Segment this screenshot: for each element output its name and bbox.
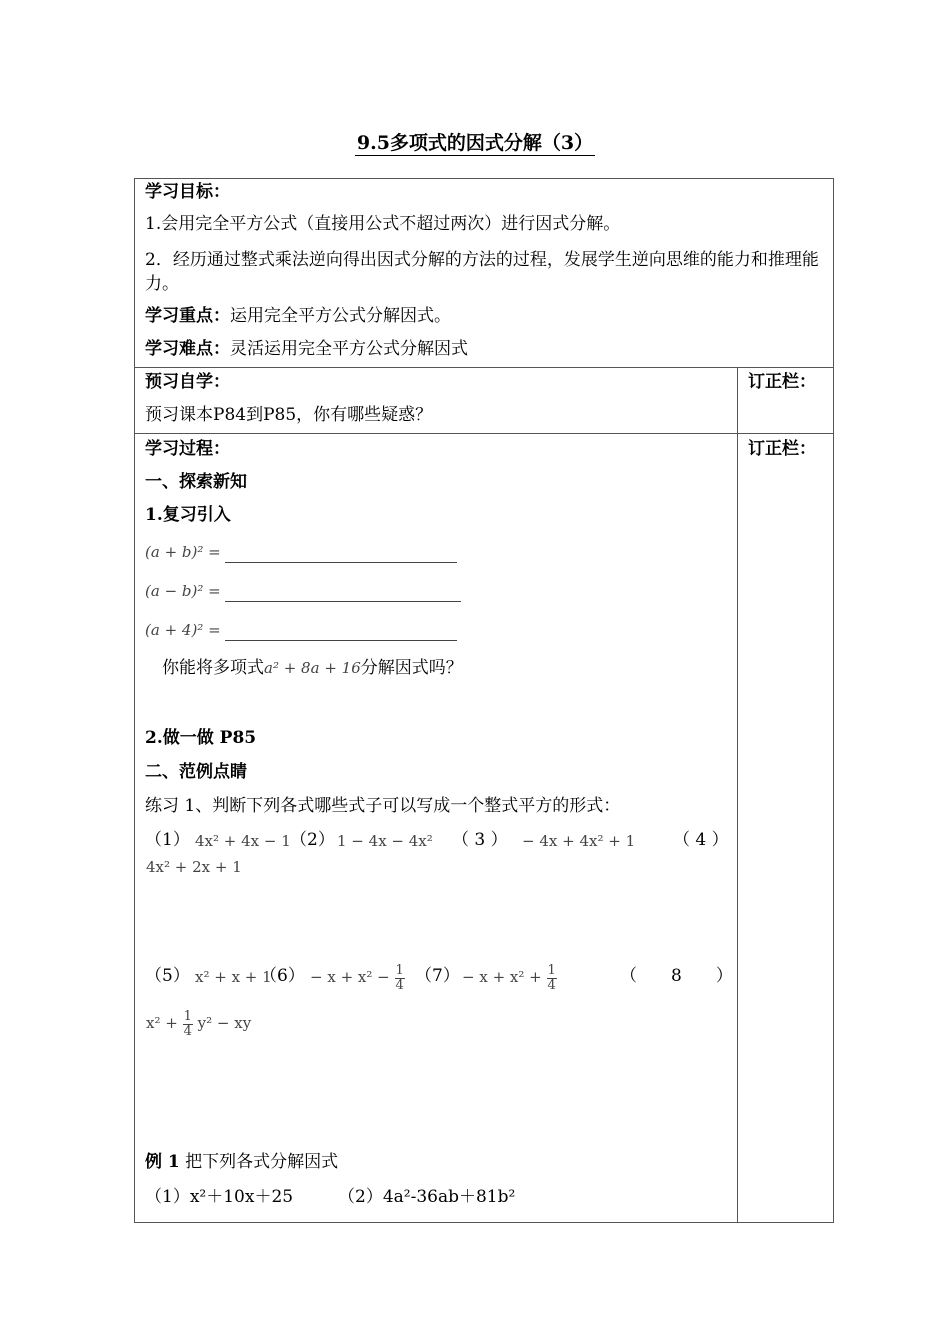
subsection-review: 1.复习引入 (145, 505, 231, 525)
key-point-text: 运用完全平方公式分解因式。 (230, 306, 451, 326)
answer-blank-3[interactable] (225, 626, 457, 641)
fraction-denominator: 4 (183, 1023, 192, 1039)
objectives-heading: 学习目标： (145, 182, 230, 202)
exercise-4-label: （ 4 ） (673, 830, 729, 850)
example-1-item-1 (145, 1186, 293, 1208)
fraction-numerator: 1 (395, 962, 404, 978)
process-correction-label: 订正栏： (748, 439, 816, 459)
preview-text: 预习课本P84到P85，你有哪些疑惑？ (145, 405, 433, 425)
exercise-5-expr: x² + x + 1 (195, 968, 272, 986)
question-post: 分解因式吗？ (360, 658, 463, 678)
example-1 (145, 1151, 338, 1173)
example-1-text: 把下列各式分解因式 (185, 1152, 339, 1172)
exercise-7-label: （7） (415, 966, 460, 986)
process-heading: 学习过程： (145, 439, 230, 459)
exercise-1-expr: 4x² + 4x − 1 (195, 832, 291, 850)
exercise-1-label: （1） (145, 830, 190, 850)
exercise-4-expr: 4x² + 2x + 1 (146, 858, 242, 876)
fraction-one-quarter (395, 964, 405, 993)
exercise-7-expr (462, 963, 557, 993)
preview-correction-label: 订正栏： (748, 372, 816, 392)
exercise-3-expr: − 4x + 4x² + 1 (522, 832, 636, 850)
example-item-1-label: （1） (145, 1187, 190, 1207)
fraction-numerator: 1 (183, 1008, 192, 1024)
section-explore: 一、探索新知 (145, 472, 247, 492)
equation-1 (145, 541, 457, 563)
exercise-8-expr (146, 1009, 251, 1039)
example-1-item-2 (338, 1186, 515, 1208)
subsection-try: 2.做一做 P85 (145, 728, 257, 748)
preview-heading: 预习自学： (145, 372, 230, 392)
exercise-6-expr-text: − x + x² − (310, 968, 390, 986)
factor-question (162, 657, 463, 679)
exercise-2-expr: 1 − 4x − 4x² (337, 832, 433, 850)
objective-item-1: 1.会用完全平方公式（直接用公式不超过两次）进行因式分解。 (145, 214, 621, 234)
equation-2 (145, 580, 461, 602)
fraction-denominator: 4 (547, 977, 556, 993)
exercise-8-expr-b: y² − xy (197, 1014, 252, 1032)
exercise-2-label: （2） (290, 830, 335, 850)
difficulty-label: 学习难点： (145, 339, 230, 359)
page-title: 9.5多项式的因式分解（3） (356, 132, 594, 154)
exercise-8-expr-a: x² + (146, 1014, 178, 1032)
example-item-1-expr: x²＋10x＋25 (189, 1187, 294, 1207)
question-pre: 你能将多项式 (162, 658, 264, 678)
key-point (145, 305, 451, 327)
exercise-8-label: （ 8 ） (620, 966, 733, 986)
answer-blank-1[interactable] (225, 548, 457, 563)
equation-3-expr: (a + 4)² = (145, 621, 221, 639)
section-examples: 二、范例点睛 (145, 762, 247, 782)
fraction-denominator: 4 (395, 977, 404, 993)
key-point-label: 学习重点： (145, 306, 230, 326)
equation-2-expr: (a − b)² = (145, 582, 221, 600)
example-item-2-expr: 4a²-36ab＋81b² (382, 1187, 516, 1207)
equation-3 (145, 619, 457, 641)
exercise-3-label: （ 3 ） (452, 830, 508, 850)
exercise-instruction: 练习 1、判断下列各式哪些式子可以写成一个整式平方的形式： (145, 796, 621, 816)
process-correction-box (737, 433, 834, 1223)
fraction-one-quarter (547, 964, 557, 993)
question-expr: a² + 8a + 16 (264, 659, 361, 677)
exercise-6-expr (310, 963, 405, 993)
exercise-6-label: （6） (260, 966, 305, 986)
equation-1-expr: (a + b)² = (145, 543, 221, 561)
exercise-7-expr-text: − x + x² + (462, 968, 542, 986)
difficulty-point (145, 338, 468, 360)
answer-blank-2[interactable] (225, 587, 461, 602)
example-1-label: 例 1 (145, 1152, 180, 1172)
example-item-2-label: （2） (338, 1187, 383, 1207)
exercise-5-label: （5） (145, 966, 190, 986)
objective-item-2: 2．经历通过整式乘法逆向得出因式分解的方法的过程，发展学生逆向思维的能力和推理能力。 (145, 250, 819, 294)
fraction-one-quarter (183, 1010, 193, 1039)
difficulty-text: 灵活运用完全平方公式分解因式 (230, 339, 468, 359)
fraction-numerator: 1 (547, 962, 556, 978)
